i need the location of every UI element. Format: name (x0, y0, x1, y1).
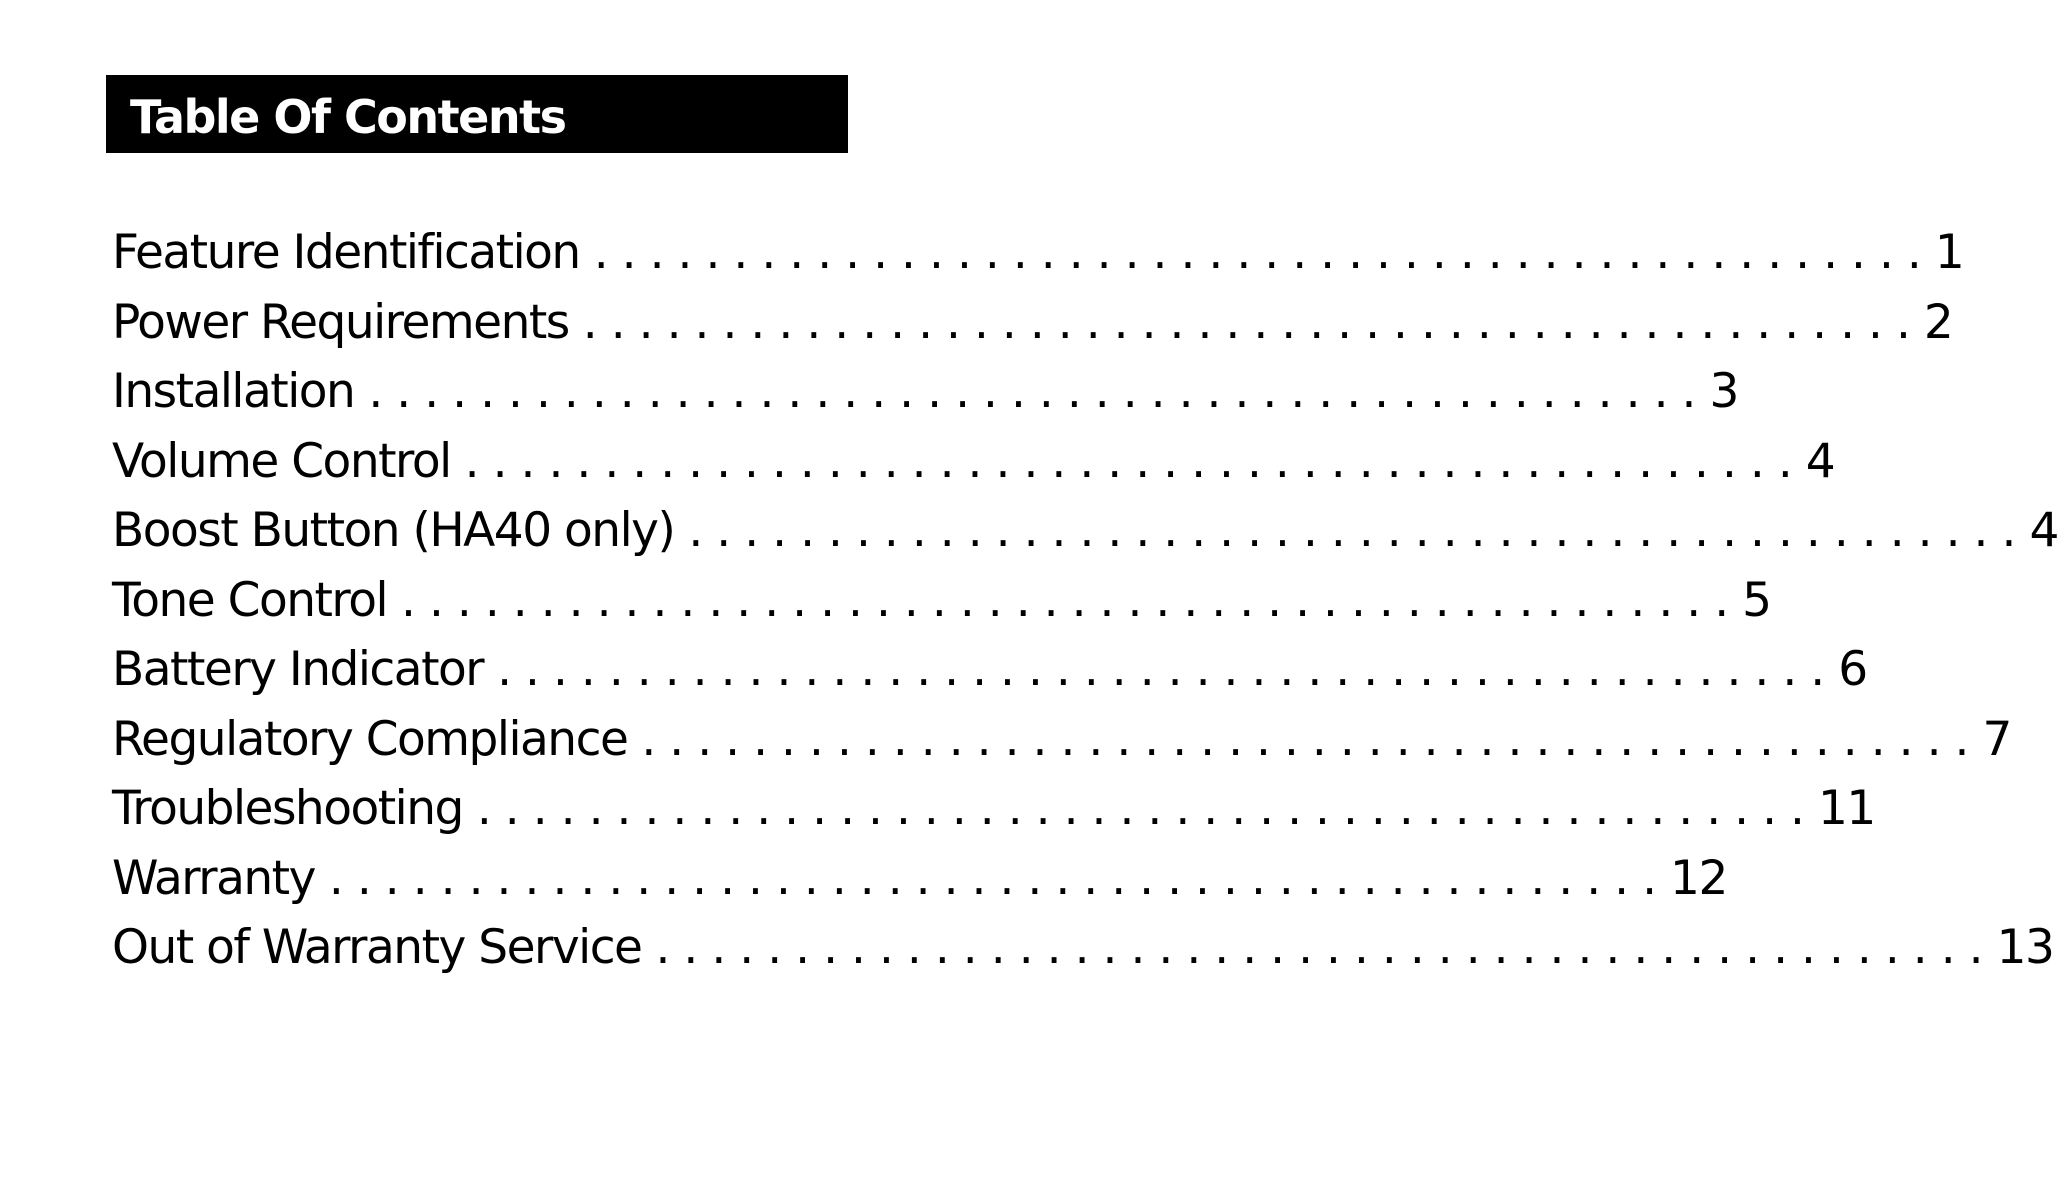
toc-entry[interactable] (112, 566, 1771, 636)
toc-dot-leader: ................................................ (464, 433, 1806, 489)
toc-entry-page: 1 (1934, 225, 1964, 280)
toc-entry-page: 12 (1670, 850, 1727, 906)
toc-entry[interactable] (112, 913, 2054, 983)
toc-dot-leader: ................................................ (688, 503, 2030, 558)
toc-entry[interactable] (112, 844, 1727, 914)
toc-dot-leader: ................................................ (641, 711, 1983, 767)
toc-list (112, 218, 2058, 983)
toc-entry-page: 3 (1709, 364, 1738, 419)
toc-dot-leader: ................................................ (328, 850, 1671, 906)
toc-entry[interactable] (112, 774, 1875, 844)
toc-dot-leader: ................................................ (655, 920, 1997, 975)
toc-entry[interactable] (112, 218, 1964, 288)
toc-entry-label: Feature Identification (112, 225, 580, 280)
toc-entry-label: Boost Button (HA40 only) (112, 503, 675, 558)
toc-entry[interactable] (112, 288, 1953, 358)
toc-dot-leader: ................................................ (476, 781, 1818, 836)
toc-entry-page: 7 (1982, 711, 2011, 767)
toc-entry[interactable] (112, 496, 2058, 566)
toc-entry[interactable] (112, 635, 1867, 705)
toc-entry-page: 4 (2029, 503, 2058, 558)
toc-dot-leader: ................................................ (593, 225, 1935, 280)
toc-entry-label: Out of Warranty Service (112, 920, 642, 975)
toc-entry-label: Power Requirements (112, 294, 569, 350)
toc-entry-page: 5 (1742, 572, 1771, 628)
toc-entry-label: Installation (112, 364, 355, 419)
toc-entry-page: 13 (1996, 920, 2054, 975)
toc-entry-label: Battery Indicator (112, 642, 484, 697)
toc-entry-page: 4 (1805, 433, 1835, 489)
toc-entry-page: 11 (1817, 781, 1875, 836)
toc-dot-leader: ................................................ (368, 364, 1710, 419)
toc-dot-leader: ................................................ (582, 294, 1924, 350)
page-title: Table Of Contents (130, 90, 566, 144)
toc-dot-leader: ................................................ (401, 572, 1743, 628)
toc-entry-page: 6 (1838, 642, 1867, 697)
toc-dot-leader: ................................................ (497, 642, 1839, 697)
toc-entry-page: 2 (1923, 294, 1953, 350)
toc-entry-label: Volume Control (112, 433, 451, 489)
toc-entry[interactable] (112, 705, 2011, 775)
toc-entry-label: Tone Control (112, 572, 388, 628)
toc-entry-label: Troubleshooting (112, 781, 463, 836)
toc-entry-label: Regulatory Compliance (112, 711, 628, 767)
toc-entry[interactable] (112, 357, 1738, 427)
toc-entry-label: Warranty (112, 850, 315, 906)
toc-header-bar (106, 75, 848, 153)
toc-entry[interactable] (112, 427, 1835, 497)
